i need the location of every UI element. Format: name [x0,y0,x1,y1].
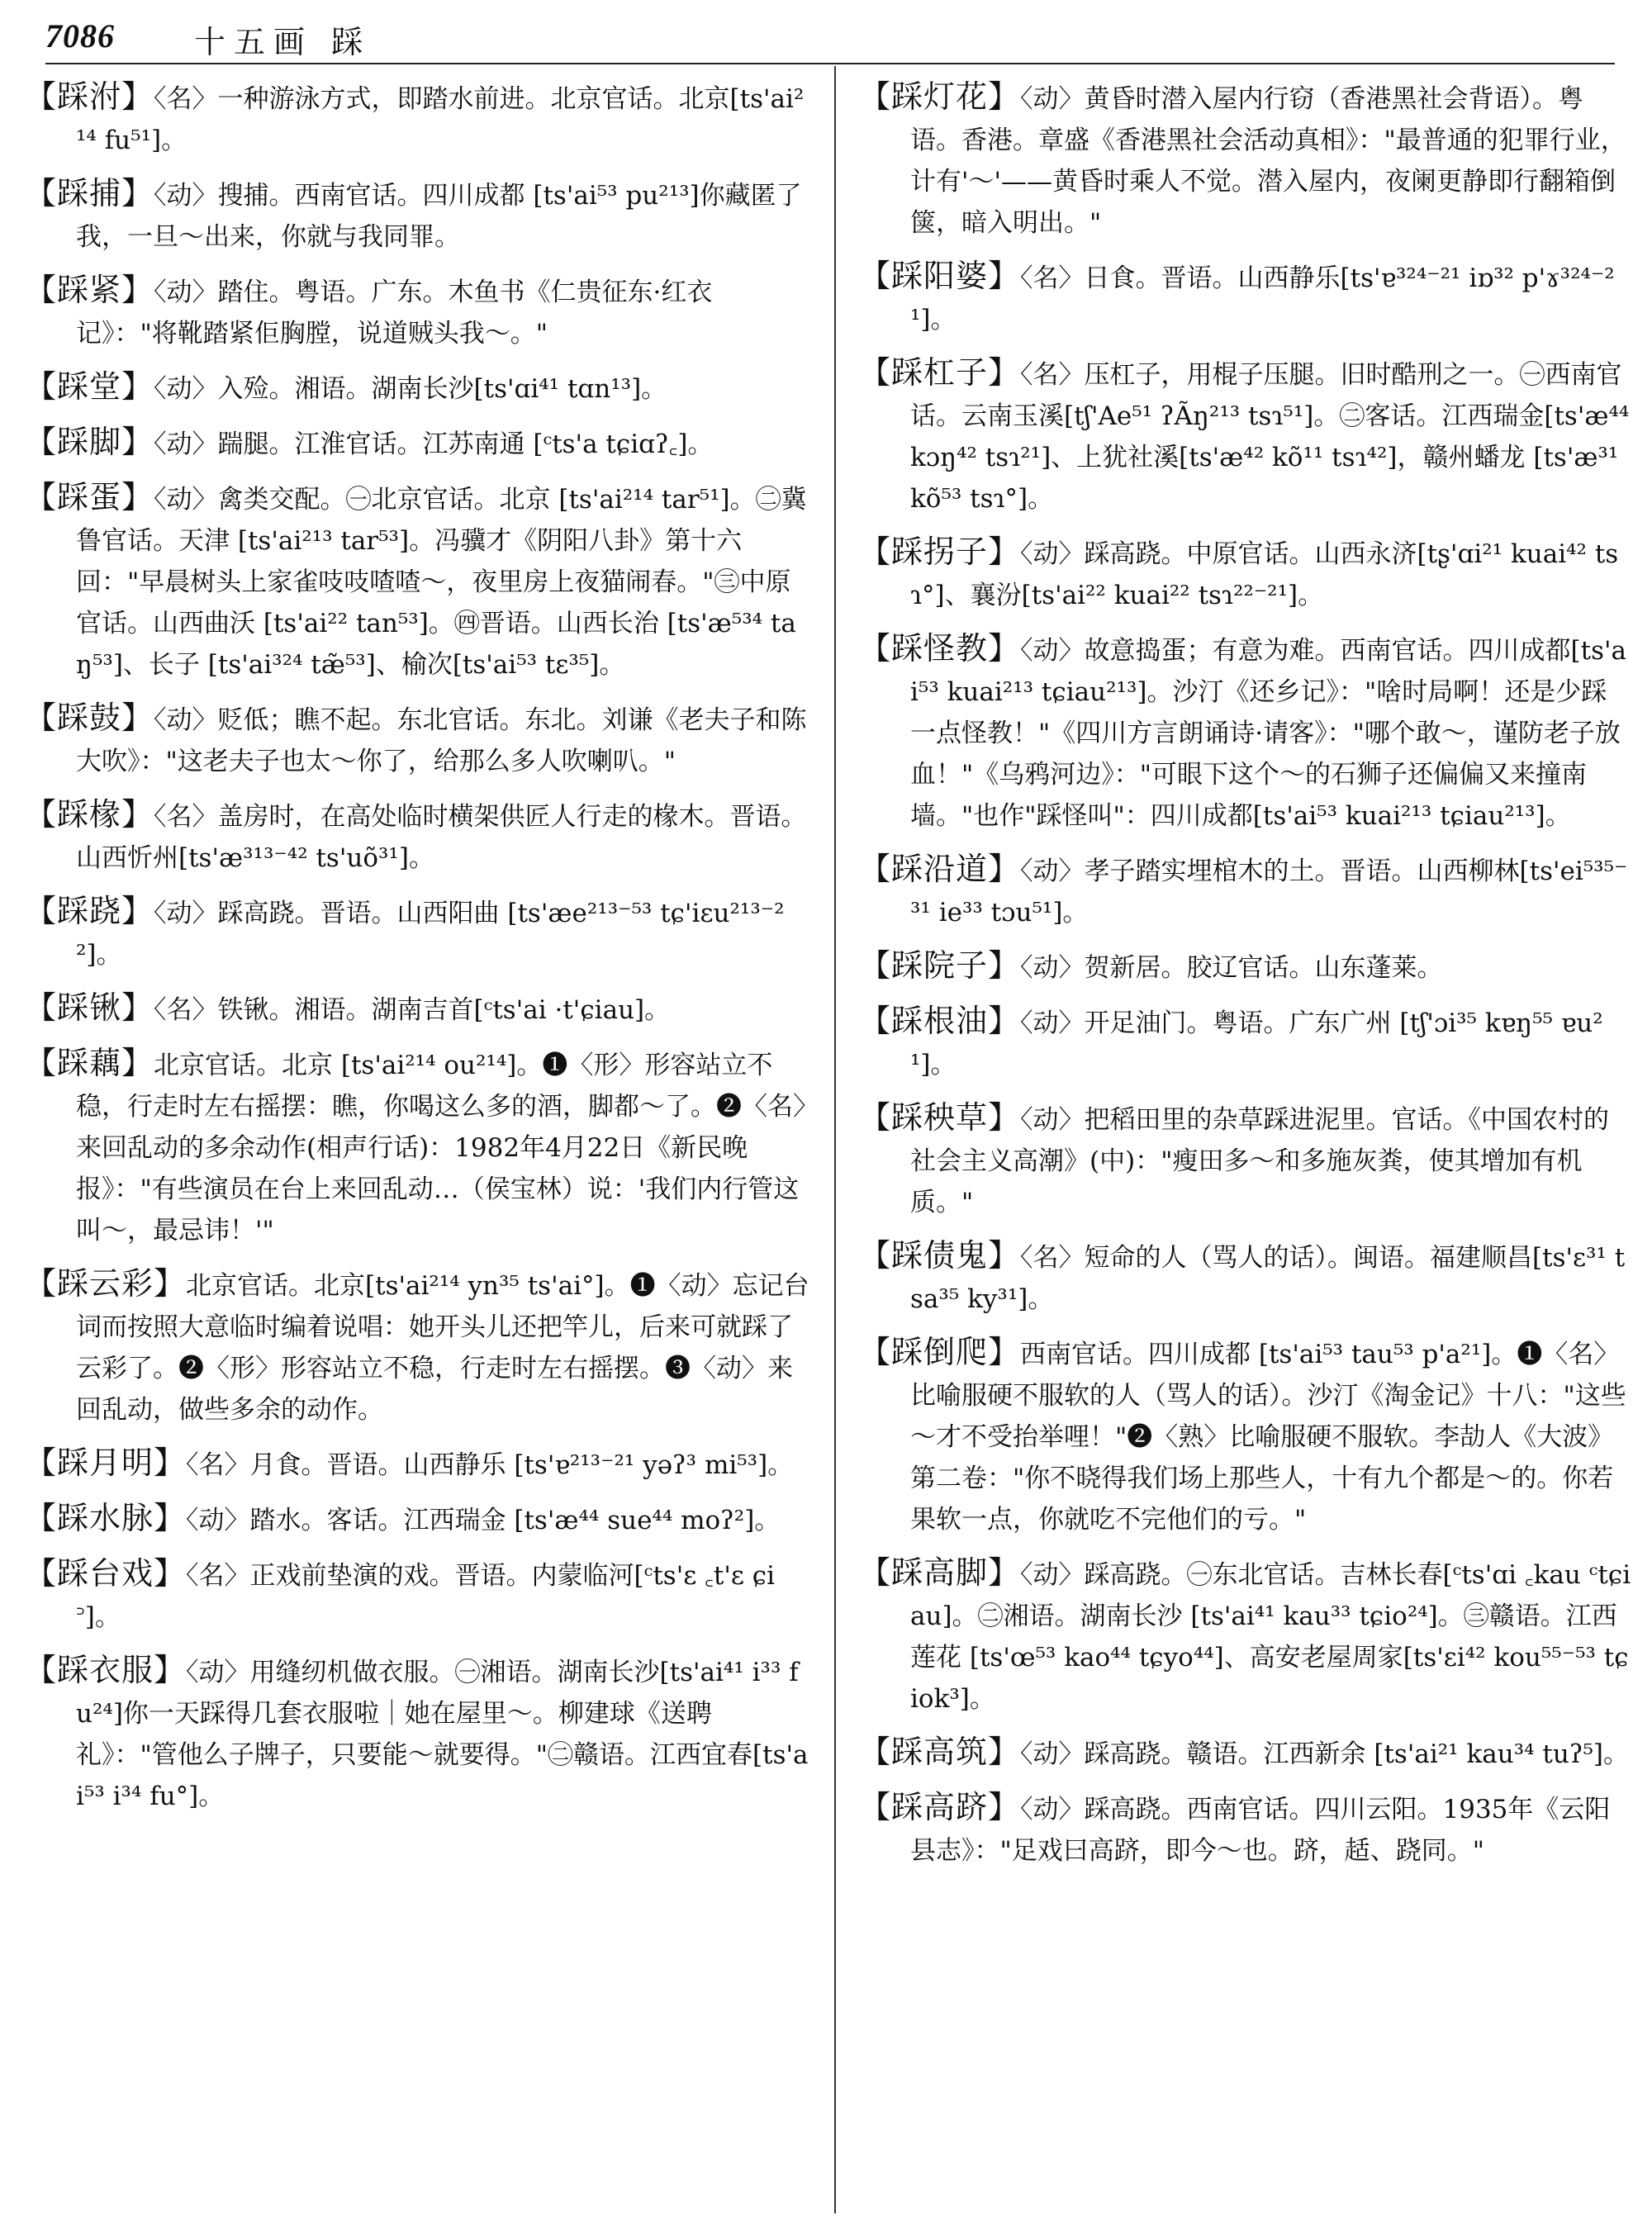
dictionary-entry [25,1497,809,1541]
entry-headword: 【踩高跻】 [859,1789,1021,1825]
dictionary-entry [25,987,809,1031]
dictionary-entry [859,628,1631,837]
entry-headword: 【踩水脉】 [25,1500,187,1536]
entry-headword: 【踩债鬼】 [859,1237,1021,1274]
entry-definition: 〈动〉踏水。客话。江西瑞金 [ts'æ⁴⁴ sue⁴⁴ moʔ²]。 [186,1506,781,1535]
dictionary-entry [25,366,809,410]
entry-definition: 〈动〉踩高跷。晋语。山西阳曲 [ts'æe²¹³⁻⁵³ tɕ'iɛu²¹³⁻²²]。 [76,899,785,970]
entry-definition: 〈动〉禽类交配。㊀北京官话。北京 [ts'ai²¹⁴ tar⁵¹]。㊁冀鲁官话。天津 [ts'ai²¹³ tar⁵³]。冯骥才《阴阳八卦》第十六回："早晨树头上家雀吱吱喳喳～，夜里房上夜猫闹春。"㊂中原官话。山西曲沃 [ts'ai²² tan⁵³]。㊃晋语。山西长治 [ts'æ⁵³⁴ taŋ⁵³]、长子 [ts'ai³²⁴ tæ̃⁵³]、榆次[ts'ai⁵³ tɛ³⁵]。 [76,485,807,680]
dictionary-entry [859,1235,1631,1320]
dictionary-entry [25,1042,809,1251]
entry-definition: 〈动〉踏住。粤语。广东。木鱼书《仁贵征东·红衣记》："将靴踏紧佢胸膛，说道贼头我～。" [76,278,713,349]
column-divider [834,66,836,2213]
entry-definition: 北京官话。北京[ts'ai²¹⁴ yn³⁵ ts'ai°]。❶〈动〉忘记台词而按照大意临时编着说唱：她开头儿还把竿儿，后来可就踩了云彩了。❷〈形〉形容站立不稳，行走时左右摇摆。❸〈动〉来回乱动，做些多余的动作。 [76,1271,809,1425]
entry-headword: 【踩云彩】 [25,1265,187,1302]
dictionary-entry [25,1649,809,1817]
dictionary-entry [859,1097,1631,1223]
entry-headword: 【踩拐子】 [859,534,1021,570]
entry-definition: 〈名〉短命的人（骂人的话）。闽语。福建顺昌[ts'ɛ³¹ tsa³⁵ ky³¹]。 [910,1243,1626,1314]
entry-definition: 〈名〉铁锹。湘语。湖南吉首[ᶜts'ai ·t'ɕiau]。 [154,995,671,1025]
entry-headword: 【踩高筑】 [859,1734,1021,1770]
running-head: 十五画 踩 [194,24,372,60]
dictionary-entry [859,848,1631,933]
dictionary-entry [25,269,809,354]
page-number: 7086 [45,17,115,55]
entry-headword: 【踩怪教】 [859,630,1021,667]
dictionary-entry [859,1331,1631,1540]
dictionary-entry [25,173,809,258]
dictionary-entry [859,255,1631,340]
entry-definition: 〈动〉踩高跷。中原官话。山西永济[tʂ'ɑi²¹ kuai⁴² tsɿ°]、襄汾[ts'ai²² kuai²² tsɿ²²⁻²¹]。 [910,539,1619,610]
dictionary-entry [25,1553,809,1638]
entry-definition: 北京官话。北京 [ts'ai²¹⁴ ou²¹⁴]。❶〈形〉形容站立不稳，行走时左右摇摆：瞧，你喝这么多的酒，脚都～了。❷〈名〉来回乱动的多余动作(相声行话)：1982年4月22日《新民晚报》："有些演员在台上来回乱动…（侯宝林）说：'我们内行管这叫～，最忌讳！'" [76,1051,806,1245]
entry-definition: 〈动〉用缝纫机做衣服。㊀湘语。湖南长沙[ts'ai⁴¹ i³³ fu²⁴]你一天踩得几套衣服啦｜她在屋里～。柳建球《送聘礼》："管他么子牌子，只要能～就要得。"㊁赣语。江西宜春[ts'ai⁵³ i³⁴ fu°]。 [76,1658,809,1811]
entry-definition: 〈动〉踩高跷。西南官话。四川云阳。1935年《云阳县志》："足戏曰高跻，即今～也。跻，趏、跷同。" [910,1795,1611,1866]
left-column [25,76,809,1829]
entry-headword: 【踩杠子】 [859,354,1021,391]
entry-headword: 【踩阳婆】 [859,258,1021,294]
dictionary-entry [25,1442,809,1486]
entry-headword: 【踩藕】 [25,1045,154,1081]
entry-headword: 【踩台戏】 [25,1555,187,1592]
dictionary-entry [859,352,1631,520]
page-header [45,0,1615,66]
entry-headword: 【踩椽】 [25,796,154,833]
entry-headword: 【踩蛋】 [25,479,154,515]
dictionary-entry [859,76,1631,244]
entry-headword: 【踩脚】 [25,424,154,460]
entry-definition: 〈动〉孝子踏实埋棺木的土。晋语。山西柳林[ts'ei⁵³⁵⁻³¹ ie³³ tɔu⁵¹]。 [910,856,1628,928]
entry-definition: 〈动〉贺新居。胶辽官话。山东蓬莱。 [1020,953,1443,983]
dictionary-entry [859,1731,1631,1775]
dictionary-entry [25,477,809,686]
entry-definition: 〈名〉压杠子，用棍子压腿。旧时酷刑之一。㊀西南官话。云南玉溪[tʃ'Ae⁵¹ ʔÃŋ²¹³ tsɿ⁵¹]。㊁客话。江西瑞金[ts'æ⁴⁴ kɔŋ⁴² tsɿ²¹]、上犹社溪[ts'æ⁴² kõ¹¹ tsɿ⁴²]，赣州蟠龙 [ts'æ³¹ kõ⁵³ tsɿ°]。 [910,360,1630,514]
entry-headword: 【踩院子】 [859,947,1021,984]
entry-headword: 【踩紧】 [25,272,154,308]
entry-definition: 西南官话。四川成都 [ts'ai⁵³ tau⁵³ p'a²¹]。❶〈名〉比喻服硬不服软的人（骂人的话）。沙汀《淘金记》十八："这些～才不受抬举哩！"❷〈熟〉比喻服硬不服软。李劼人《大波》第二卷："你不晓得我们场上那些人，十有九个都是～的。你若果软一点，你就吃不完他们的亏。" [910,1340,1626,1535]
dictionary-entry [25,421,809,465]
entry-headword: 【踩高脚】 [859,1554,1021,1591]
entry-definition: 〈动〉踩高跷。赣语。江西新余 [ts'ai²¹ kau³⁴ tuʔ⁵]。 [1020,1739,1629,1769]
entry-headword: 【踩倒爬】 [859,1334,1021,1370]
entry-definition: 〈动〉入殓。湘语。湖南长沙[ts'ɑi⁴¹ tɑn¹³]。 [154,374,667,404]
right-column [859,76,1631,1883]
entry-headword: 【踩堂】 [25,368,154,405]
dictionary-entry [859,1786,1631,1872]
dictionary-entry [25,1263,809,1431]
entry-headword: 【踩根油】 [859,1003,1021,1039]
entry-headword: 【踩泭】 [25,78,154,115]
entry-definition: 〈动〉故意捣蛋；有意为难。西南官话。四川成都[ts'ai⁵³ kuai²¹³ tɕiau²¹³]。沙汀《还乡记》："啥时局啊！还是少踩一点怪教！"《四川方言朗诵诗·请客》："哪个敢～，谨防老子放血！"《乌鸦河边》："可眼下这个～的石狮子还偏偏又来撞南墙。"也作"踩怪叫"：四川成都[ts'ai⁵³ kuai²¹³ tɕiau²¹³]。 [910,636,1626,831]
dictionary-entry [25,697,809,782]
entry-definition: 〈动〉踹腿。江淮官话。江苏南通 [ᶜts'a tɕiɑʔ꜀]。 [154,429,714,459]
entry-headword: 【踩锹】 [25,989,154,1026]
entry-definition: 〈动〉搜捕。西南官话。四川成都 [ts'ai⁵³ pu²¹³]你藏匿了我，一旦～出来，你就与我同罪。 [76,181,802,252]
entry-definition: 〈名〉一种游泳方式，即踏水前进。北京官话。北京[ts'ai²¹⁴ fu⁵¹]。 [76,84,805,155]
entry-headword: 【踩跷】 [25,893,154,929]
entry-definition: 〈名〉月食。晋语。山西静乐 [ts'ɐ²¹³⁻²¹ yəʔ³ mi⁵³]。 [186,1450,794,1480]
entry-definition: 〈动〉踩高跷。㊀东北官话。吉林长春[ᶜts'ɑi ꜀kau ᶜtɕiau]。㊁湘语。湖南长沙 [ts'ai⁴¹ kau³³ tɕio²⁴]。㊂赣语。江西莲花 [ts'œ⁵³ kao⁴⁴ tɕyo⁴⁴]、高安老屋周家[ts'ɛi⁴² kou⁵⁵⁻⁵³ tɕiok³]。 [910,1560,1631,1714]
entry-headword: 【踩衣服】 [25,1652,187,1688]
entry-definition: 〈动〉把稻田里的杂草踩进泥里。官话。《中国农村的社会主义高潮》(中)："瘦田多～和多施灰粪，使其增加有机质。" [910,1105,1610,1217]
entry-definition: 〈名〉盖房时，在高处临时横架供匠人行走的椽木。晋语。山西忻州[ts'æ³¹³⁻⁴² ts'uõ³¹]。 [76,802,807,873]
dictionary-entry [859,1552,1631,1720]
dictionary-entry [25,890,809,975]
entry-definition: 〈名〉正戏前垫演的戏。晋语。内蒙临河[ᶜts'ɛ ꜀t'ɛ ɕi꜄]。 [76,1561,776,1632]
entry-definition: 〈动〉开足油门。粤语。广东广州 [tʃ'ɔi³⁵ kɐŋ⁵⁵ ɐu²¹]。 [910,1008,1603,1079]
entry-definition: 〈动〉黄昏时潜入屋内行窃（香港黑社会背语）。粤语。香港。章盛《香港黑社会活动真相》："最普通的犯罪行业，计有'～'——黄昏时乘人不觉。潜入屋内，夜阑更静即行翻箱倒箧，暗入明出。" [910,84,1626,238]
entry-headword: 【踩捕】 [25,175,154,211]
dictionary-entry [859,945,1631,989]
entry-headword: 【踩秧草】 [859,1099,1021,1136]
entry-headword: 【踩灯花】 [859,78,1021,115]
entry-definition: 〈动〉贬低；瞧不起。东北官话。东北。刘谦《老夫子和陈大吹》："这老夫子也太～你了，给那么多人吹喇叭。" [76,705,807,776]
dictionary-entry [859,1000,1631,1085]
header-rule [45,63,1615,64]
entry-headword: 【踩鼓】 [25,700,154,736]
entry-headword: 【踩月明】 [25,1445,187,1481]
entry-definition: 〈名〉日食。晋语。山西静乐[ts'ɐ³²⁴⁻²¹ iɒ³² p'ɤ³²⁴⁻²¹]。 [910,263,1615,334]
dictionary-entry [859,531,1631,616]
entry-headword: 【踩沿道】 [859,851,1021,887]
dictionary-entry [25,794,809,879]
dictionary-entry [25,76,809,161]
